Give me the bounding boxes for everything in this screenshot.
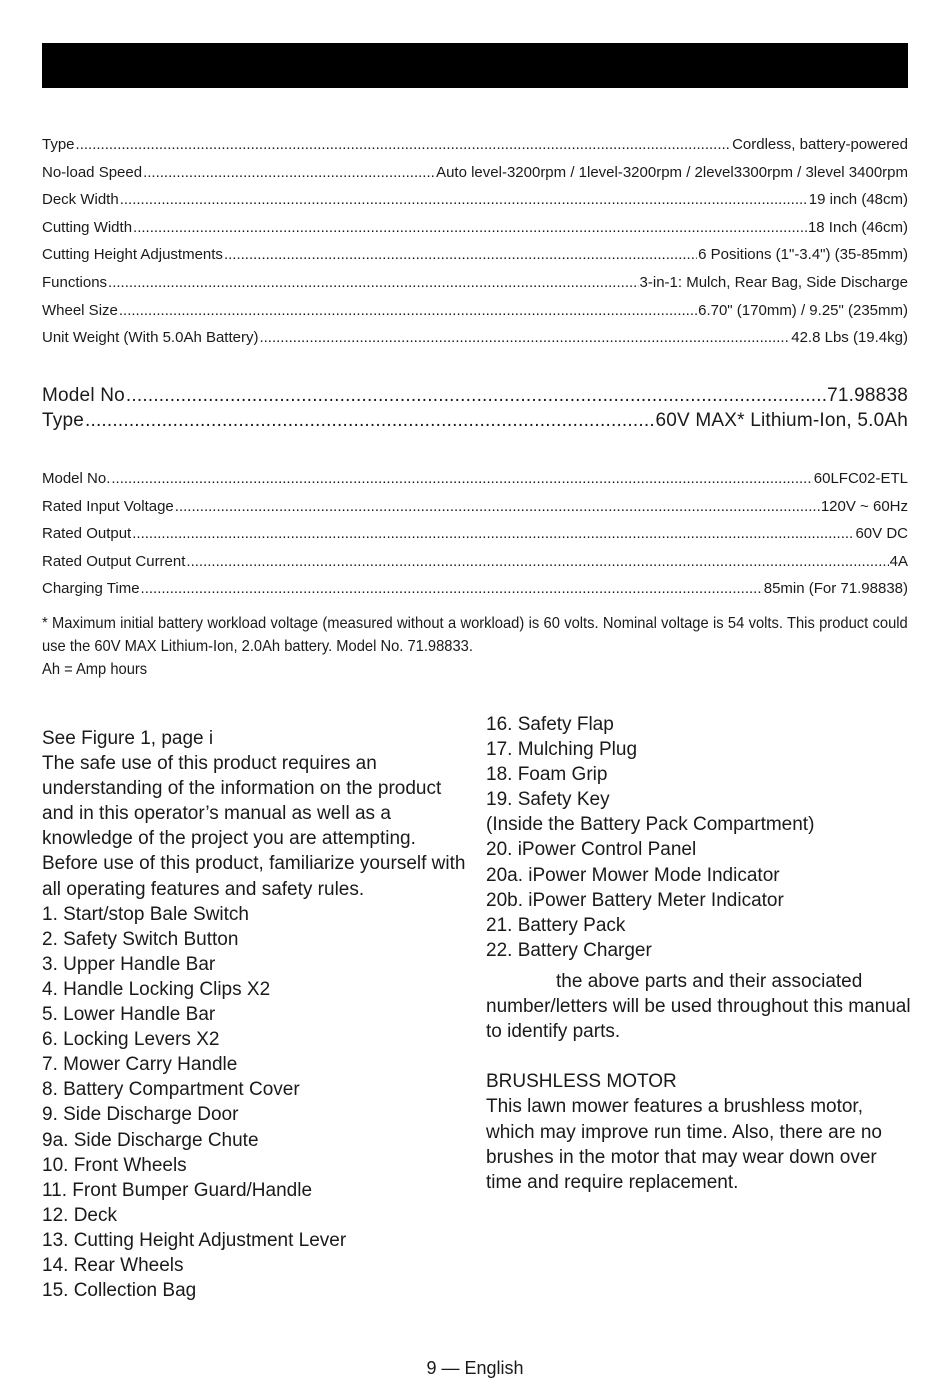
spec-row [42,493,908,521]
spec-label: Charging Time [42,580,140,598]
leader-dots [108,269,638,297]
parts-list-item: 1. Start/stop Bale Switch [42,903,249,925]
parts-list-item: 12. Deck [42,1204,117,1226]
parts-list-item: 19. Safety Key [486,789,610,811]
spec-label: Functions [42,273,108,291]
spec-row [42,465,908,493]
leader-dots [141,575,763,603]
leader-dots [186,548,888,576]
spec-value: 60V DC [855,525,908,543]
spec-label: Deck Width [42,191,119,209]
spec-row [42,408,908,433]
spec-row [42,520,908,548]
spec-label: Type [42,410,84,431]
spec-value: 6.70" (170mm) / 9.25" (235mm) [698,301,908,319]
parts-list-item: 3. Upper Handle Bar [42,953,216,975]
spec-row [42,575,908,603]
parts-list-item: 2. Safety Switch Button [42,928,239,950]
leader-dots [119,297,697,325]
parts-list-item: 8. Battery Compartment Cover [42,1079,300,1101]
parts-list-item: 21. Battery Pack [486,914,626,936]
charger-specifications [42,465,908,603]
parts-list-item: 5. Lower Handle Bar [42,1004,216,1026]
spec-value: 6 Positions (1"-3.4") (35-85mm) [698,246,908,264]
parts-list-item: (Inside the Battery Pack Compartment) [486,814,815,836]
spec-value: 60V MAX* Lithium-Ion, 5.0Ah [655,410,908,431]
leader-dots [120,186,808,214]
figure-reference: See Figure 1, page i [42,728,214,749]
section-header-bar [42,43,908,88]
leader-dots [143,159,435,187]
spec-row [42,269,908,297]
leader-dots [133,214,807,242]
spec-row [42,214,908,242]
parts-list-left [42,902,467,1304]
leader-dots [76,131,732,159]
parts-list-item: 16. Safety Flap [486,714,614,735]
description-right-column [486,712,911,1195]
spec-row [42,159,908,187]
parts-list-item: 9a. Side Discharge Chute [42,1129,259,1151]
parts-list-item: 18. Foam Grip [486,764,608,786]
battery-voltage-note [42,612,908,681]
parts-list-item: 13. Cutting Height Adjustment Lever [42,1229,347,1251]
page-footer: 9 — English [426,1358,524,1378]
spec-label: Wheel Size [42,301,118,319]
spec-row [42,324,908,352]
intro-paragraph: The safe use of this product requires an understanding of the information on the product and in this operator’s manual as well as a knowledge of the project you are attempting. Before use of this product, familiarize yourself with all operating features and safety rules. [42,753,466,900]
spec-row [42,383,908,408]
parts-note-first: the above parts and their associated [556,970,863,992]
spec-label: Cutting Width [42,218,133,236]
spec-value: Auto level-3200rpm / 1level-3200rpm / 2level3300rpm / 3level 3400rpm [436,163,908,181]
spec-value: 120V ~ 60Hz [820,497,908,515]
leader-dots [85,408,654,433]
spec-value: 19 inch (48cm) [808,191,908,209]
parts-list-item: 20. iPower Control Panel [486,839,697,861]
parts-list-right [486,712,911,963]
parts-list-item: 10. Front Wheels [42,1154,187,1176]
parts-list-item: 20a. iPower Mower Mode Indicator [486,864,780,886]
spec-label: Type [42,136,75,153]
mower-specifications [42,131,908,352]
spec-row [42,186,908,214]
parts-list-item: 22. Battery Charger [486,939,652,961]
blank-line [486,1044,911,1069]
spec-value: 71.98838 [827,385,908,406]
spec-value: 4A [889,552,908,570]
leader-dots [175,493,820,521]
note-text: * Maximum initial battery workload voltage (measured without a workload) is 60 volts. Nominal voltage is 54 volts. This product could use the 60V MAX Lithium-Ion, 2.0Ah battery. Model No. 71.98833. [42,615,908,655]
note-ah-definition: Ah = Amp hours [42,661,148,678]
spec-label: Unit Weight (With 5.0Ah Battery) [42,329,259,347]
spec-value: 85min (For 71.98838) [763,580,908,598]
spec-value: 3-in-1: Mulch, Rear Bag, Side Discharge [639,273,908,291]
parts-list-item: 7. Mower Carry Handle [42,1054,238,1076]
spec-label: Rated Output [42,525,132,543]
spec-value: 42.8 Lbs (19.4kg) [791,329,908,347]
parts-note [486,969,911,1044]
parts-list-item: 17. Mulching Plug [486,739,638,761]
parts-list-item: 11. Front Bumper Guard/Handle [42,1179,313,1201]
leader-dots [126,383,826,408]
spec-row [42,131,908,159]
parts-list-item: 4. Handle Locking Clips X2 [42,978,271,1000]
spec-label: No-load Speed [42,163,143,181]
motor-heading: BRUSHLESS MOTOR [486,1071,677,1093]
parts-note-rest: number/letters will be used throughout this manual to identify parts. [486,996,911,1043]
spec-value: 60LFC02-ETL [813,470,908,487]
leader-dots [111,465,812,493]
spec-row [42,297,908,325]
parts-list-item: 6. Locking Levers X2 [42,1029,220,1051]
spec-value: 18 Inch (46cm) [807,218,908,236]
spec-row [42,241,908,269]
leader-dots [259,324,790,352]
spec-label: Model No [42,385,125,406]
spec-label: Model No. [42,470,111,487]
spec-label: Rated Output Current [42,552,186,570]
description-left-column [42,726,467,1303]
parts-list-item: 14. Rear Wheels [42,1254,184,1276]
leader-dots [224,241,697,269]
parts-list-item: 15. Collection Bag [42,1280,197,1302]
spec-label: Rated Input Voltage [42,497,174,515]
spec-value: Cordless, battery-powered [732,136,908,153]
spec-row [42,548,908,576]
parts-list-item: 9. Side Discharge Door [42,1104,239,1126]
leader-dots [132,520,854,548]
spec-label: Cutting Height Adjustments [42,246,223,264]
battery-specifications [42,383,908,433]
motor-paragraph: This lawn mower features a brushless motor, which may improve run time. Also, there are no brushes in the motor that may wear down over time and require replacement. [486,1096,883,1193]
parts-list-item: 20b. iPower Battery Meter Indicator [486,889,784,911]
